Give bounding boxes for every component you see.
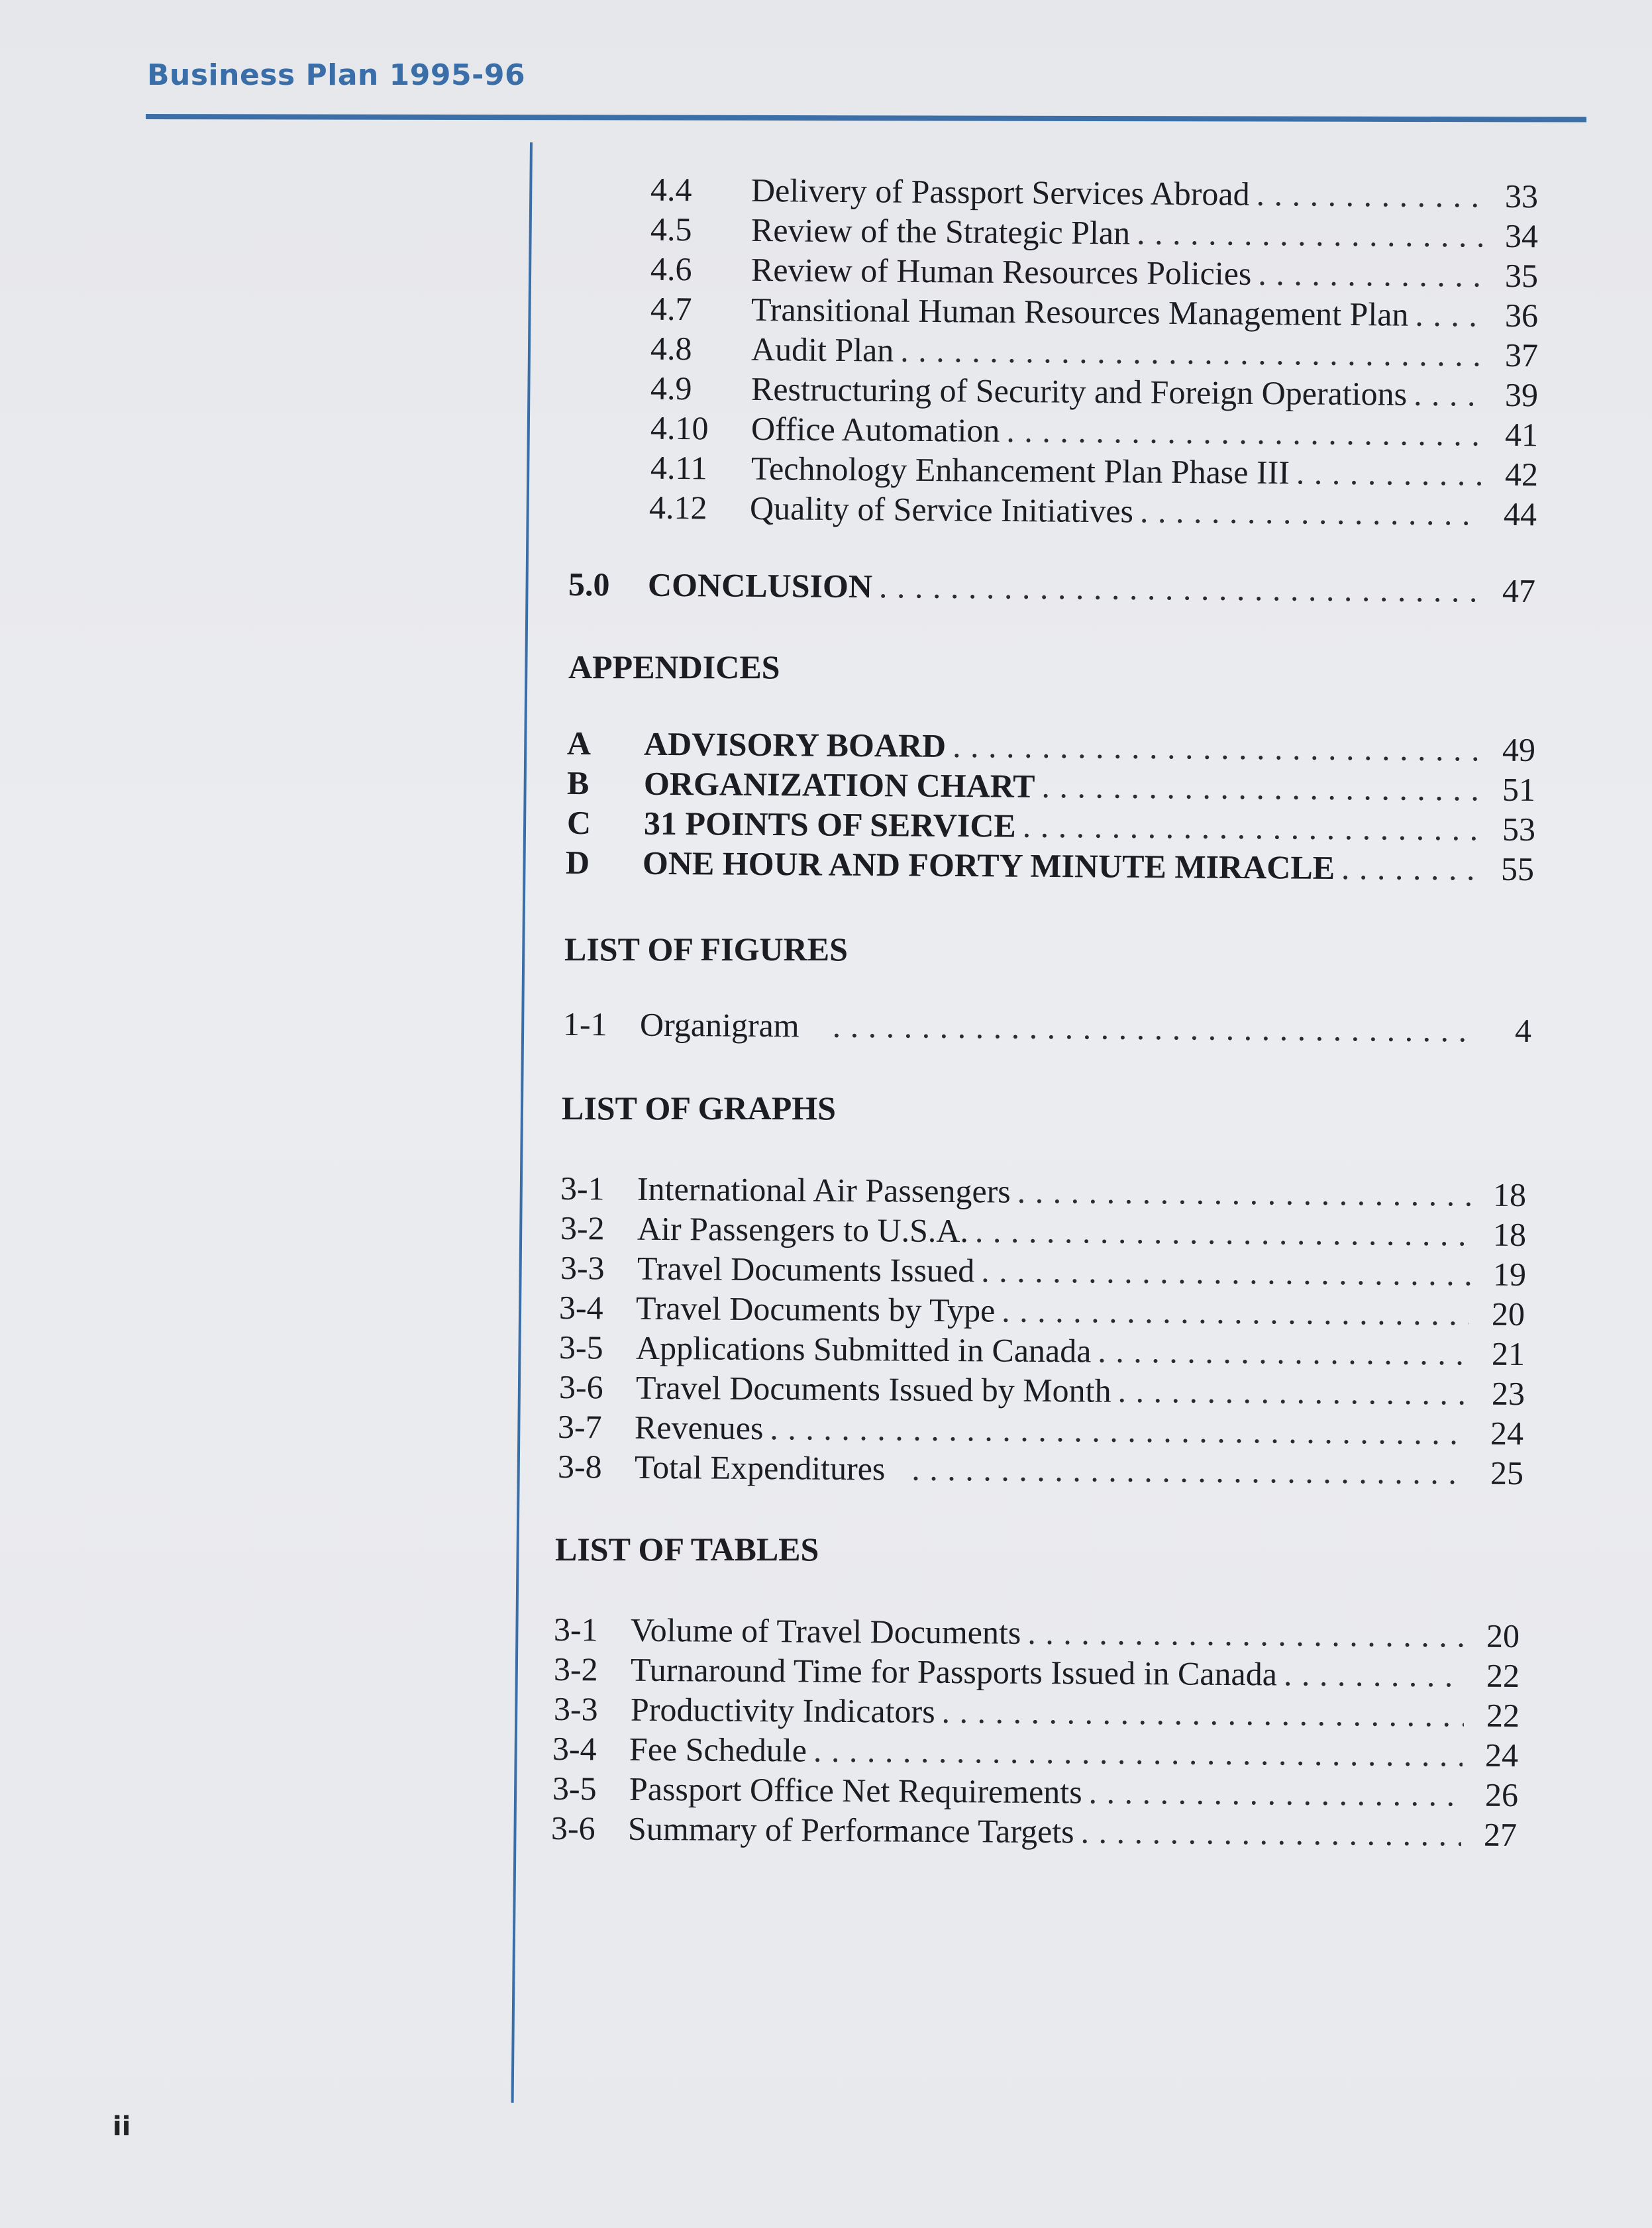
entry-number: 3-6 bbox=[558, 1368, 603, 1406]
dot-leader bbox=[1117, 1372, 1469, 1413]
entry-number: 3-5 bbox=[558, 1328, 603, 1366]
toc-entry[interactable] bbox=[559, 1328, 1525, 1374]
entry-page: 35 bbox=[1504, 256, 1539, 295]
dot-leader bbox=[975, 1211, 1471, 1253]
dot-leader bbox=[770, 1409, 1468, 1452]
entry-page: 4 bbox=[1514, 1011, 1532, 1050]
entry-title: ONE HOUR AND FORTY MINUTE MIRACLE bbox=[642, 844, 1335, 887]
entry-title: Restructuring of Security and Foreign Operations bbox=[750, 370, 1408, 413]
entry-title: ADVISORY BOARD bbox=[643, 725, 947, 764]
entry-number: 3-5 bbox=[552, 1769, 597, 1807]
entry-number: 4.4 bbox=[650, 170, 692, 209]
dot-leader bbox=[879, 567, 1480, 609]
toc-entry[interactable] bbox=[552, 1769, 1518, 1815]
entry-number: 3-8 bbox=[557, 1447, 602, 1486]
section-heading: LIST OF FIGURES bbox=[564, 931, 848, 968]
entry-number: 1-1 bbox=[562, 1005, 607, 1043]
toc-entry[interactable] bbox=[554, 1690, 1520, 1736]
entry-number: 4.9 bbox=[650, 369, 692, 407]
entry-number: 3-1 bbox=[553, 1610, 598, 1648]
section-heading: APPENDICES bbox=[568, 648, 780, 685]
entry-page: 20 bbox=[1491, 1295, 1525, 1333]
entry-page: 22 bbox=[1486, 1656, 1520, 1695]
entry-number: A bbox=[566, 724, 592, 762]
entry-number: 4.7 bbox=[650, 289, 692, 328]
entry-page: 53 bbox=[1502, 810, 1536, 848]
toc-entry[interactable] bbox=[559, 1288, 1525, 1335]
toc-entry[interactable] bbox=[554, 1650, 1520, 1696]
entry-page: 19 bbox=[1492, 1255, 1527, 1293]
entry-title: Air Passengers to U.S.A. bbox=[637, 1209, 969, 1250]
entry-page: 55 bbox=[1500, 850, 1535, 888]
entry-page: 47 bbox=[1502, 572, 1536, 610]
toc-entry[interactable] bbox=[563, 1005, 1531, 1051]
dot-leader bbox=[1002, 1291, 1469, 1333]
entry-title: CONCLUSION bbox=[647, 566, 873, 605]
toc-entry[interactable] bbox=[650, 250, 1538, 297]
toc-entry[interactable] bbox=[650, 329, 1538, 376]
toc-entry[interactable] bbox=[558, 1407, 1523, 1454]
entry-title: Fee Schedule bbox=[629, 1730, 807, 1769]
entry-title: Summary of Performance Targets bbox=[627, 1809, 1074, 1850]
toc-entry[interactable] bbox=[560, 1169, 1526, 1215]
running-header: Business Plan 1995-96 bbox=[147, 58, 526, 92]
toc-entry[interactable] bbox=[650, 210, 1538, 257]
entry-page: 51 bbox=[1502, 770, 1536, 809]
entry-title: Total Expenditures bbox=[634, 1448, 886, 1488]
dot-leader bbox=[1296, 453, 1483, 493]
toc-entry[interactable] bbox=[567, 764, 1535, 810]
entry-page: 21 bbox=[1491, 1335, 1525, 1373]
dot-leader bbox=[900, 331, 1482, 374]
entry-page: 25 bbox=[1490, 1454, 1524, 1492]
toc-entry[interactable] bbox=[558, 1447, 1523, 1494]
section-heading: LIST OF GRAPHS bbox=[562, 1089, 836, 1127]
dot-leader bbox=[1023, 807, 1480, 848]
entry-title: Revenues bbox=[634, 1408, 764, 1447]
entry-page: 37 bbox=[1504, 336, 1539, 374]
dot-leader bbox=[1415, 295, 1482, 334]
entry-page: 27 bbox=[1483, 1815, 1518, 1854]
entry-page: 33 bbox=[1504, 177, 1539, 215]
toc-entry[interactable] bbox=[650, 170, 1538, 217]
toc-entry[interactable] bbox=[650, 289, 1538, 336]
dot-leader bbox=[1027, 1613, 1464, 1655]
entry-title: Travel Documents Issued bbox=[637, 1249, 975, 1290]
dot-leader bbox=[911, 1450, 1468, 1492]
entry-page: 42 bbox=[1504, 455, 1539, 493]
entry-title: Office Automation bbox=[750, 409, 1000, 449]
dot-leader bbox=[1041, 767, 1480, 809]
entry-title: Applications Submitted in Canada bbox=[635, 1329, 1092, 1370]
entry-page: 24 bbox=[1484, 1736, 1519, 1774]
entry-number: 4.6 bbox=[650, 250, 692, 288]
toc-entry[interactable] bbox=[560, 1209, 1526, 1255]
dot-leader bbox=[1088, 1773, 1463, 1814]
entry-title: Transitional Human Resources Management Plan bbox=[750, 290, 1409, 333]
entry-page: 39 bbox=[1504, 376, 1539, 414]
entry-number: B bbox=[566, 764, 590, 802]
entry-title: Technology Enhancement Plan Phase III bbox=[750, 449, 1290, 491]
entry-number: C bbox=[566, 803, 592, 842]
entry-number: 5.0 bbox=[568, 565, 610, 603]
entry-page: 20 bbox=[1486, 1617, 1520, 1655]
entry-title: Passport Office Net Requirements bbox=[629, 1770, 1082, 1811]
entry-page: 18 bbox=[1492, 1215, 1527, 1254]
toc-entry[interactable] bbox=[559, 1368, 1525, 1414]
dot-leader bbox=[1137, 214, 1482, 255]
dot-leader bbox=[1284, 1655, 1464, 1695]
toc-entry[interactable] bbox=[567, 803, 1535, 850]
toc-entry[interactable] bbox=[650, 448, 1538, 495]
entry-title: Travel Documents by Type bbox=[635, 1289, 996, 1329]
entry-title: Audit Plan bbox=[750, 330, 894, 369]
toc-entry[interactable] bbox=[551, 1809, 1517, 1855]
entry-page: 24 bbox=[1490, 1414, 1524, 1452]
entry-title: Quality of Service Initiatives bbox=[749, 489, 1134, 530]
entry-number: 3-6 bbox=[550, 1809, 595, 1847]
toc-entry[interactable] bbox=[552, 1729, 1518, 1776]
entry-page: 41 bbox=[1504, 415, 1539, 454]
dot-leader bbox=[1341, 848, 1478, 887]
dot-leader bbox=[832, 1007, 1476, 1050]
toc-entry[interactable] bbox=[566, 843, 1534, 889]
entry-title: Productivity Indicators bbox=[630, 1690, 935, 1730]
toc-entry[interactable] bbox=[554, 1610, 1520, 1656]
toc-entry[interactable] bbox=[650, 369, 1538, 416]
entry-title: International Air Passengers bbox=[637, 1170, 1011, 1210]
entry-page: 23 bbox=[1491, 1374, 1525, 1413]
entry-number: 3-2 bbox=[560, 1209, 605, 1247]
dot-leader bbox=[1080, 1812, 1461, 1853]
entry-page: 26 bbox=[1484, 1776, 1519, 1814]
entry-page: 22 bbox=[1486, 1696, 1520, 1735]
entry-number: 3-7 bbox=[557, 1407, 602, 1446]
entry-number: 3-3 bbox=[553, 1690, 598, 1728]
dot-leader bbox=[1017, 1172, 1471, 1214]
dot-leader bbox=[1256, 175, 1482, 215]
entry-page: 36 bbox=[1504, 296, 1539, 334]
entry-title: Review of the Strategic Plan bbox=[750, 211, 1131, 252]
dot-leader bbox=[941, 1692, 1464, 1735]
entry-number: 3-4 bbox=[552, 1729, 597, 1768]
entry-number: 3-1 bbox=[560, 1169, 605, 1207]
entry-title: Travel Documents Issued by Month bbox=[635, 1368, 1111, 1409]
entry-title: Volume of Travel Documents bbox=[630, 1611, 1021, 1651]
entry-title: Organigram bbox=[639, 1005, 800, 1044]
dot-leader bbox=[953, 727, 1480, 769]
entry-number: 4.11 bbox=[650, 448, 707, 487]
entry-number: 4.5 bbox=[650, 210, 692, 248]
entry-page: 34 bbox=[1504, 217, 1539, 255]
section-heading: LIST OF TABLES bbox=[555, 1531, 819, 1568]
dot-leader bbox=[1098, 1332, 1469, 1373]
entry-number: 3-2 bbox=[553, 1650, 598, 1688]
dot-leader bbox=[813, 1731, 1463, 1774]
entry-number: D bbox=[565, 843, 590, 882]
entry-title: Turnaround Time for Passports Issued in Canada bbox=[630, 1650, 1278, 1693]
dot-leader bbox=[1258, 254, 1482, 295]
entry-number: 3-4 bbox=[558, 1288, 603, 1327]
dot-leader bbox=[1006, 411, 1482, 454]
entry-number: 3-3 bbox=[560, 1248, 605, 1287]
entry-page: 49 bbox=[1502, 731, 1536, 769]
dot-leader bbox=[981, 1251, 1471, 1293]
dot-leader bbox=[1140, 492, 1481, 533]
toc-entry-conclusion[interactable] bbox=[568, 565, 1535, 611]
entry-title: 31 POINTS OF SERVICE bbox=[643, 804, 1016, 844]
entry-page: 18 bbox=[1492, 1176, 1527, 1214]
entry-title: ORGANIZATION CHART bbox=[643, 764, 1035, 805]
entry-title: Review of Human Resources Policies bbox=[750, 250, 1252, 292]
entry-page: 44 bbox=[1503, 495, 1537, 533]
entry-number: 4.12 bbox=[648, 488, 707, 527]
toc-entry[interactable] bbox=[560, 1248, 1526, 1295]
toc-entry[interactable] bbox=[649, 488, 1537, 535]
entry-number: 4.8 bbox=[650, 329, 692, 368]
entry-title: Delivery of Passport Services Abroad bbox=[750, 171, 1250, 213]
page-number: ii bbox=[113, 2111, 131, 2142]
toc-entry[interactable] bbox=[567, 724, 1535, 770]
toc-entry[interactable] bbox=[650, 409, 1538, 456]
dot-leader bbox=[1414, 375, 1482, 414]
entry-number: 4.10 bbox=[650, 409, 709, 447]
